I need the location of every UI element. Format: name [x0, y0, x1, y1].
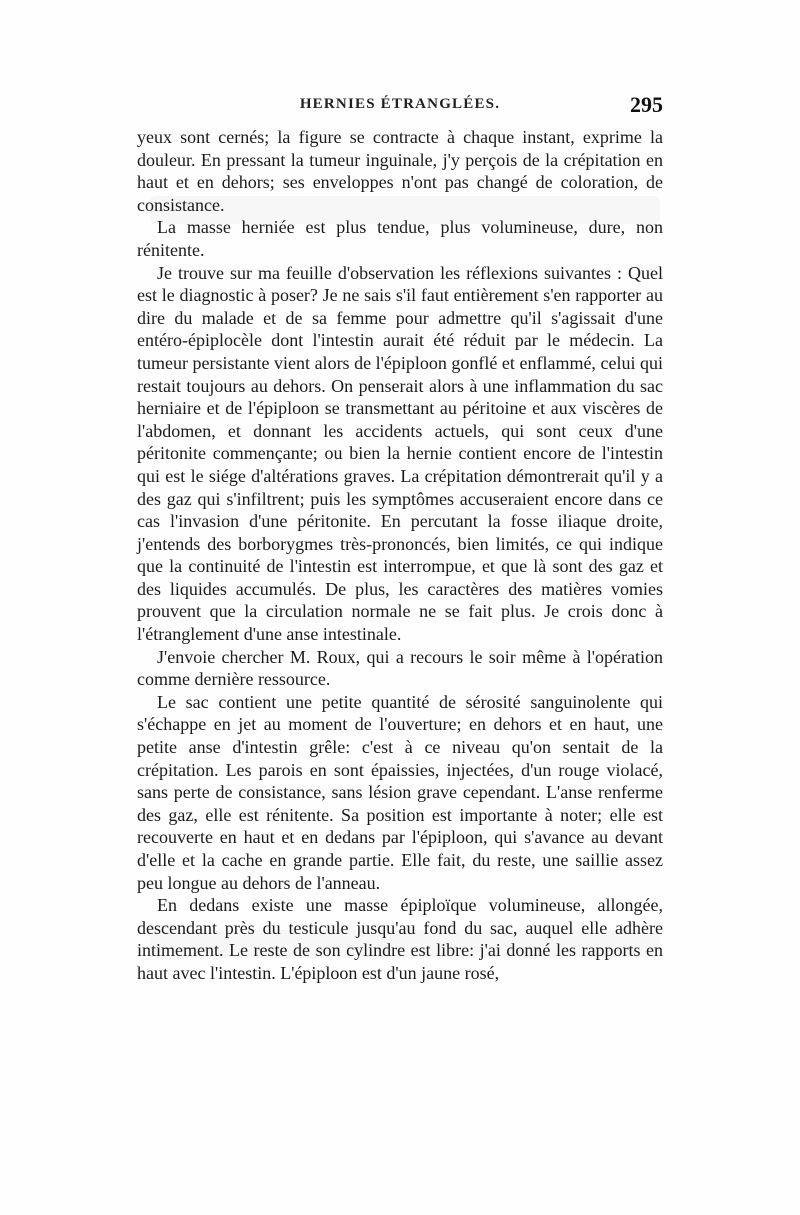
paragraph: yeux sont cernés; la figure se contracte à chaque instant, exprime la douleur. En pressant la tumeur inguinale, j'y perçois de la crépitation en haut et en dehors; ses enveloppes n'ont pas changé de coloration, de consistance.	[137, 127, 663, 215]
body-text	[137, 126, 663, 985]
running-head	[137, 92, 663, 122]
page-number: 295	[630, 92, 663, 117]
paragraph: Le sac contient une petite quantité de sérosité sanguinolente qui s'échappe en jet au moment de l'ouverture; en dehors et en haut, une petite anse d'intestin grêle: c'est à ce niveau qu'on sentait de la crépitation. Les parois en sont épaissies, injectées, d'un rouge violacé, sans perte de consistance, sans lésion grave cependant. L'anse renferme des gaz, elle est rénitente. Sa position est importante à noter; elle est recouverte en haut et en dedans par l'épiploon, qui s'avance au devant d'elle et la cache en grande partie. Elle fait, du reste, une saillie assez peu longue au dehors de l'anneau.	[137, 691, 663, 893]
paragraph: La masse herniée est plus tendue, plus volumineuse, dure, non rénitente.	[137, 217, 663, 260]
paragraph: En dedans existe une masse épiploïque volumineuse, allongée, descendant près du testicule jusqu'au fond du sac, auquel elle adhère intimement. Le reste de son cylindre est libre: j'ai donné les rapports en haut avec l'intestin. L'épiploon est d'un jaune rosé,	[137, 895, 663, 983]
paragraph: Je trouve sur ma feuille d'observation les réflexions suivantes : Quel est le diagnostic à poser? Je ne sais s'il faut entièrement s'en rapporter au dire du malade et de sa femme pour admettre qu'il s'agissait d'une entéro-épiplocèle dont l'intestin aurait été réduit par le médecin. La tumeur persistante vient alors de l'épiploon gonflé et enflammé, celui qui restait toujours au dehors. On penserait alors à une inflammation du sac herniaire et de l'épiploon se transmettant au péritoine et aux viscères de l'abdomen, et donnant les accidents actuels, qui sont ceux d'une péritonite commençante; ou bien la hernie contient encore de l'intestin qui est le siége d'altérations graves. La crépitation démontrerait qu'il y a des gaz qui s'infiltrent; puis les symptômes accuseraient encore dans ce cas l'invasion d'une péritonite. En percutant la fosse iliaque droite, j'entends des borborygmes très-prononcés, bien limités, ce qui indique que la continuité de l'intestin est interrompue, et que là sont des gaz et des liquides accumulés. De plus, les caractères des matières vomies prouvent que la circulation normale ne se fait plus. Je crois donc à l'étranglement d'une anse intestinale.	[137, 262, 663, 645]
running-title: HERNIES ÉTRANGLÉES.	[299, 96, 501, 112]
paragraph: J'envoie chercher M. Roux, qui a recours le soir même à l'opération comme dernière ressource.	[137, 646, 663, 690]
